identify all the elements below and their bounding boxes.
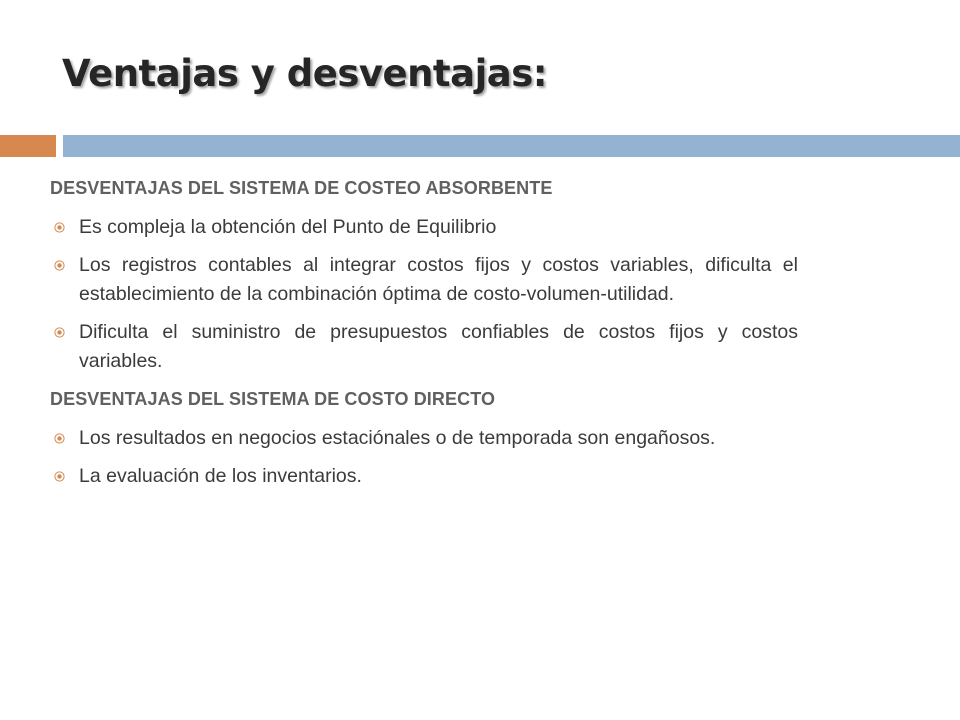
list-item-text: Los resultados en negocios estaciónales o de temporada son engañosos. xyxy=(79,427,716,449)
list-absorbente xyxy=(50,213,798,376)
list-item-text: Los registros contables al integrar costos fijos y costos variables, dificulta el establecimiento de la combinación óptima de costo-volumen-utilidad. xyxy=(79,254,798,305)
list-item xyxy=(50,424,798,453)
list-item xyxy=(50,462,798,491)
list-item-text: La evaluación de los inventarios. xyxy=(79,465,362,487)
list-item xyxy=(50,213,798,242)
circled-dot-bullet-icon xyxy=(54,222,65,233)
circled-dot-bullet-icon xyxy=(54,471,65,482)
section-heading-absorbente: DESVENTAJAS DEL SISTEMA DE COSTEO ABSORBENTE xyxy=(50,178,553,198)
circled-dot-bullet-icon xyxy=(54,327,65,338)
circled-dot-bullet-icon xyxy=(54,433,65,444)
list-item xyxy=(50,318,798,376)
list-directo xyxy=(50,424,798,491)
slide-title: Ventajas y desventajas: xyxy=(62,52,548,95)
accent-bar-orange xyxy=(0,135,56,157)
section-heading-directo: DESVENTAJAS DEL SISTEMA DE COSTO DIRECTO xyxy=(50,389,496,409)
list-item xyxy=(50,251,798,309)
circled-dot-bullet-icon xyxy=(54,260,65,271)
slide-content xyxy=(50,174,798,500)
list-item-text: Es compleja la obtención del Punto de Equilibrio xyxy=(79,216,497,238)
list-item-text: Dificulta el suministro de presupuestos confiables de costos fijos y costos variables. xyxy=(79,321,798,372)
accent-bar-blue xyxy=(63,135,960,157)
